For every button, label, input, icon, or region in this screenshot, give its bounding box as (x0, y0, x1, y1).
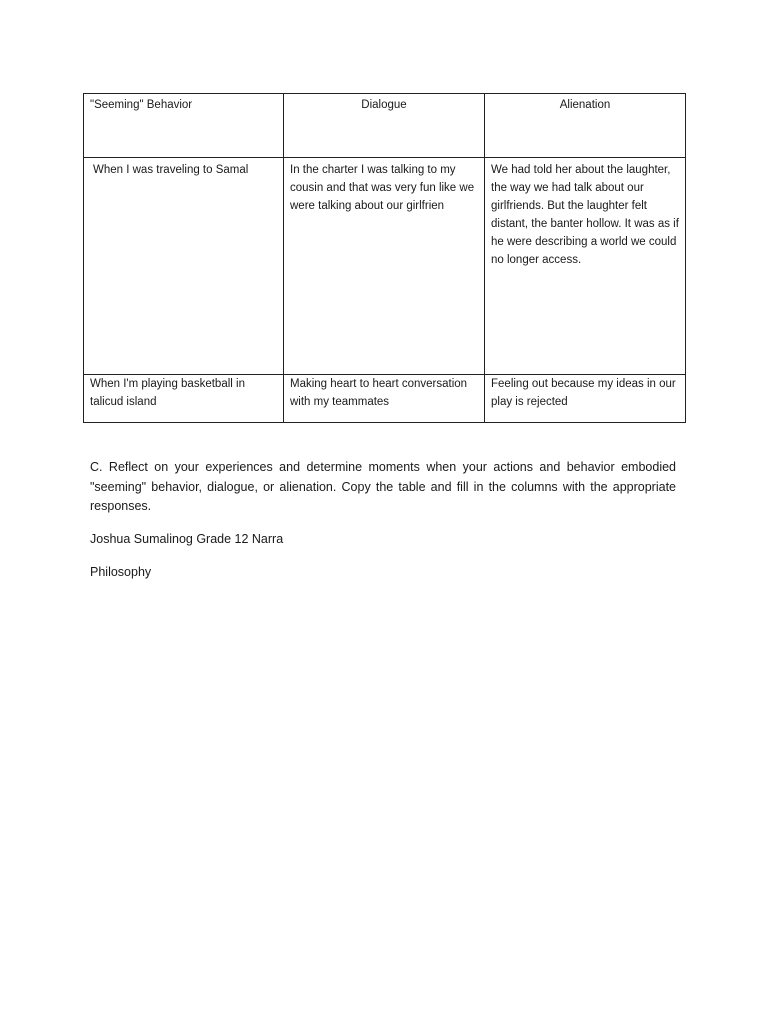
table-cell-dialogue: Making heart to heart conversation with my teammates (284, 375, 485, 423)
table-row (84, 158, 686, 375)
subject-line: Philosophy (90, 565, 152, 579)
header-seeming-behavior: "Seeming" Behavior (84, 94, 284, 158)
header-dialogue: Dialogue (284, 94, 485, 158)
table-cell-alienation: We had told her about the laughter, the way we had talk about our girlfriends. But the laughter felt distant, the banter hollow. It was as if he were describing a world we could no longer access. (485, 158, 686, 375)
reflection-table (83, 93, 686, 423)
table-cell-seeming: When I was traveling to Samal (84, 158, 284, 375)
table-row (84, 375, 686, 423)
header-alienation: Alienation (485, 94, 686, 158)
student-name-line: Joshua Sumalinog Grade 12 Narra (90, 532, 284, 546)
table-cell-dialogue: In the charter I was talking to my cousin and that was very fun like we were talking about our girlfrien (284, 158, 485, 375)
table-header-row (84, 94, 686, 158)
table-cell-alienation: Feeling out because my ideas in our play is rejected (485, 375, 686, 423)
instructions-paragraph: C. Reflect on your experiences and determine moments when your actions and behavior embodied "seeming" behavior, dialogue, or alienation. Copy the table and fill in the columns with the appropriate responses. (90, 460, 676, 513)
table-cell-seeming: When I'm playing basketball in talicud island (84, 375, 284, 423)
